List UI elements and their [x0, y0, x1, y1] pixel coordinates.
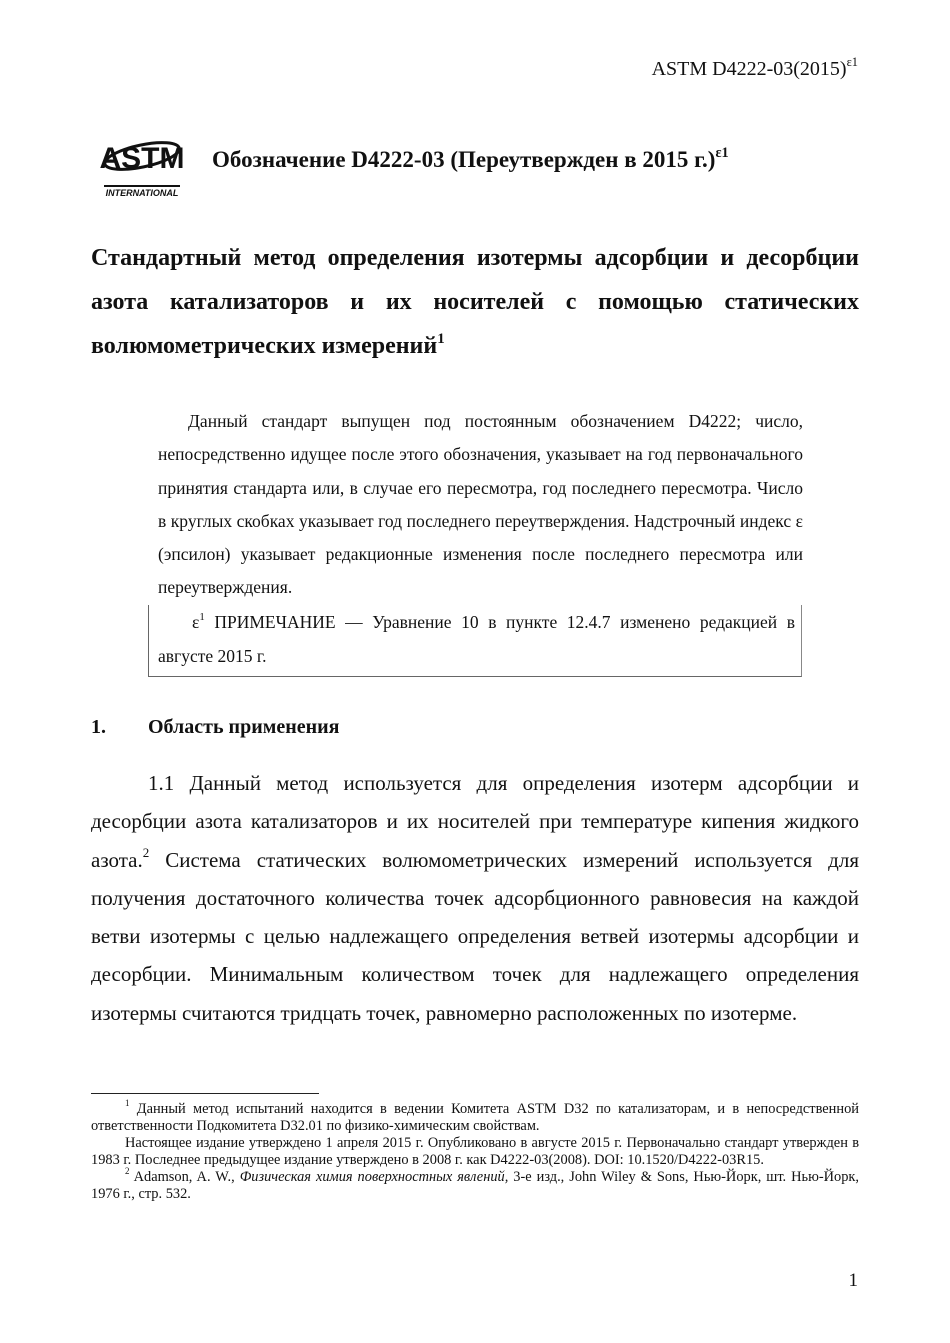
- section-number: 1.: [91, 716, 106, 738]
- footnote-2: [91, 1166, 859, 1203]
- footnote-1: [91, 1098, 859, 1135]
- designation-heading: [212, 144, 872, 173]
- footnotes: [91, 1098, 859, 1203]
- editorial-note-line: [158, 605, 795, 673]
- paragraph-1-1: [91, 764, 859, 1032]
- section-heading-scope: [91, 716, 340, 739]
- title-footnote-ref: 1: [437, 330, 445, 347]
- note-text: ПРИМЕЧАНИЕ — Уравнение 10 в пункте 12.4.7 изменено редакцией в августе 2015 г.: [158, 612, 795, 666]
- document-code-superscript: ε1: [846, 55, 858, 70]
- footnote-ref-2: 2: [142, 845, 150, 861]
- document-code: [651, 55, 858, 81]
- editorial-note: [158, 605, 795, 673]
- footnote-2-title: Физическая химия поверхностных явлений,: [239, 1169, 509, 1185]
- designation-superscript: ε1: [715, 144, 729, 161]
- footnote-1-continued: [91, 1135, 859, 1169]
- paragraph-1-1-end: Система статических волюмометрических измерений используется для получения достаточного количества точек адсорбционного равновесия на каждой ветви изотермы с целью надлежащего определения ветвей изотермы адсорбции и десорбции. Минимальным количеством точек для надлежащего определения изотермы считаются тридцать точек, равномерно расположенных по изотерме.: [91, 847, 859, 1025]
- designation-text: Обозначение D4222-03 (Переутвержден в 2015 г.): [212, 147, 716, 172]
- footnote-2-rest: 3-е изд., John Wiley & Sons, Нью-Йорк, шт. Нью-Йорк, 1976 г., стр. 532.: [91, 1169, 859, 1202]
- footnote-2-mark: 2: [125, 1166, 130, 1177]
- document-title: [91, 236, 859, 368]
- standard-preamble: [158, 405, 803, 605]
- document-code-text: ASTM D4222-03(2015): [651, 58, 847, 80]
- page-number: 1: [848, 1270, 858, 1291]
- document-title-text: Стандартный метод определения изотермы адсорбции и десорбции азота катализаторов и их носителей с помощью статических волюмометрических измерений: [91, 245, 859, 359]
- astm-logo: [100, 128, 184, 200]
- logo-international: INTERNATIONAL: [105, 188, 179, 198]
- paragraph-1-1-start: 1.1 Данный метод используется для определения изотерм адсорбции и десорбции азота катализаторов и их носителей при температуре кипения жидкого азота.: [91, 771, 859, 872]
- section-title: Область применения: [148, 716, 340, 738]
- note-epsilon: ε: [192, 612, 200, 632]
- footnote-divider: [91, 1093, 319, 1094]
- logo-letters: ASTM: [100, 142, 184, 175]
- footnote-1-mark: 1: [125, 1098, 130, 1109]
- footnote-2-author: Adamson, A. W.,: [129, 1169, 240, 1185]
- footnote-1-continued-text: Настоящее издание утверждено 1 апреля 2015 г. Опубликовано в августе 2015 г. Первоначально стандарт утвержден в 1983 г. Последнее предыдущее издание утверждено в 2008 г. как D4222-03(2008). DOI: 10.1520/D4222-03R15.: [91, 1135, 859, 1168]
- note-epsilon-superscript: 1: [199, 611, 205, 624]
- footnote-1-text: Данный метод испытаний находится в ведении Комитета ASTM D32 по катализаторам, и в непосредственной ответственности Подкомитета D32.01 по физико-химическим свойствам.: [91, 1101, 859, 1134]
- preamble-text: Данный стандарт выпущен под постоянным обозначением D4222; число, непосредственно идущее после этого обозначения, указывает на год первоначального принятия стандарта или, в случае его пересмотра, год последнего пересмотра. Число в круглых скобках указывает год последнего переутверждения. Надстрочный индекс ε (эпсилон) указывает редакционные изменения после последнего пересмотра или переутверждения.: [158, 411, 803, 598]
